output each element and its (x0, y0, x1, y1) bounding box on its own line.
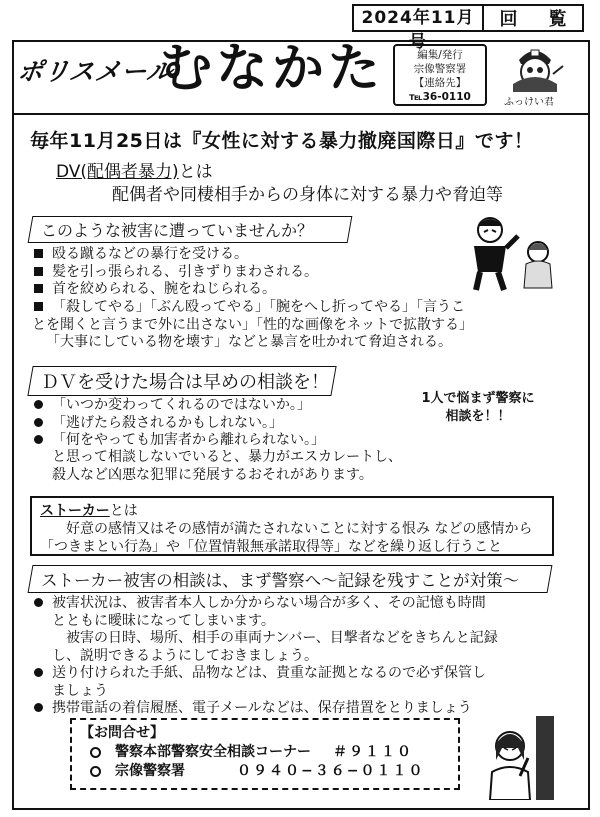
advice-line: 携帯電話の着信履歴、電子メールなどは、保存措置をとりましょう (32, 700, 552, 718)
header-divider (14, 113, 588, 115)
advice-line: とともに曖昧になってしまいます。 (52, 612, 275, 629)
circulation-char-1: 回 (499, 9, 518, 30)
domestic-violence-illustration-icon (462, 212, 560, 292)
mascot-caption: ふっけい君 (504, 97, 554, 108)
stalker-advice-list (32, 595, 552, 718)
publisher-box (393, 44, 487, 106)
brand-title: むなかた (160, 39, 385, 99)
circle-bullet-icon (90, 747, 101, 758)
stalker-definition-line: 好意の感情又はその感情が満たされないことに対する恨み などの感情から (66, 521, 533, 537)
issue-date: 2024年11月号 (361, 8, 475, 52)
thoughts-list (32, 397, 412, 450)
brand-subtitle: ポリスメール (15, 57, 175, 86)
stalker-term-line: ストーカーとは (40, 503, 138, 519)
publisher-tel: ℡36-0110 (409, 91, 471, 103)
contact-label: 警察本部警察安全相談コーナー (115, 744, 311, 760)
publisher-line-2: 宗像警察署 (413, 63, 467, 75)
damage-list (32, 246, 472, 299)
paragraph-line: 「殺してやる」「ぶん殴ってやる」「腕をへし折ってやる」「言うこ (32, 299, 562, 317)
advice-line: 被害の日時、場所、相手の車両ナンバー、目撃者などをきちんと記録 (66, 630, 498, 646)
list-item: 殴る蹴るなどの暴行を受ける。 (32, 246, 472, 264)
contact-row (80, 762, 450, 781)
paragraph-line: とを聞くと言うまで外に出さない」「性的な画像をネットで拡散する」 (32, 316, 473, 333)
section-heading-consult: ＤＶを受けた場合は早めの相談を！ (27, 366, 336, 396)
publisher-line-3: 【連絡先】 (413, 77, 467, 89)
list-item: 「何をやっても加害者から離れられない。」 (32, 432, 412, 450)
dv-term (56, 157, 213, 182)
advice-line: ましょう (52, 682, 108, 699)
section-heading-stalker-advice: ストーカー被害の相談は、まず警察へ～記録を残すことが対策～ (28, 565, 553, 593)
issue-date-box (352, 4, 584, 52)
advice-line: 被害状況は、被害者本人しか分からない場合が多く、その記憶も時間 (32, 595, 552, 613)
list-item: 首を絞められる、腕をねじられる。 (32, 281, 472, 299)
stalker-definition-line: 「つきまとい行為」や「位置情報無承諾取得等」などを繰り返し行うこと (40, 539, 502, 555)
escalation-paragraph (52, 449, 562, 484)
circulation-char-2: 覧 (548, 9, 567, 30)
bullet-icon (34, 598, 43, 607)
advice-line: 送り付けられた手紙、品物などは、貴重な証拠となるので必ず保管し (32, 665, 552, 683)
bullet-icon (34, 703, 43, 712)
contact-label: 宗像警察署 (115, 763, 185, 779)
contact-box (70, 718, 460, 790)
stalker-term: ストーカー (40, 503, 110, 519)
list-item: 「いつか変わってくれるのではないか。」 (32, 397, 412, 415)
callout-line: 相談を！！ (445, 409, 511, 424)
advice-line: し、説明できるようにしておきましょう。 (52, 647, 318, 664)
callout-line: 1人で悩まず警察に (421, 391, 535, 406)
contact-row (80, 743, 450, 762)
circle-bullet-icon (90, 766, 101, 777)
stalker-definition-box (30, 496, 554, 556)
list-item: 髪を引っ張られる、引きずりまわされる。 (32, 264, 472, 282)
threat-paragraph (32, 299, 562, 352)
paragraph-line: と思って相談しないでいると、暴力がエスカレートし、 (52, 449, 402, 465)
paragraph-line: 「大事にしている物を壊す」などと暴言を吐かれて脅迫される。 (46, 334, 452, 350)
contact-title: 【お問合せ】 (80, 725, 164, 741)
bullet-icon (34, 668, 43, 677)
publisher-line-1: 編集/発行 (417, 49, 463, 61)
list-item: 「逃げたら殺されるかもしれない。」 (32, 415, 412, 433)
section-heading-damage: このような被害に遭っていませんか？ (28, 216, 353, 243)
dv-term-label: DV(配偶者暴力) (56, 162, 179, 182)
contact-value: ０９４０−３６−０１１０ (237, 763, 425, 779)
worried-woman-illustration-icon (480, 716, 562, 800)
paragraph-line: 殺人など凶悪な犯罪に発展するおそれがあります。 (52, 466, 373, 483)
consult-callout (398, 390, 558, 426)
circulation-label (482, 6, 582, 30)
mascot-icon (505, 40, 565, 92)
dv-term-suffix: とは (178, 162, 213, 182)
dv-definition: 配偶者や同棲相手からの身体に対する暴力や脅迫等 (112, 185, 503, 205)
contact-value: ＃９１１０ (333, 744, 413, 760)
headline: 毎年11月25日は『女性に対する暴力撤廃国際日』です！ (30, 130, 534, 152)
